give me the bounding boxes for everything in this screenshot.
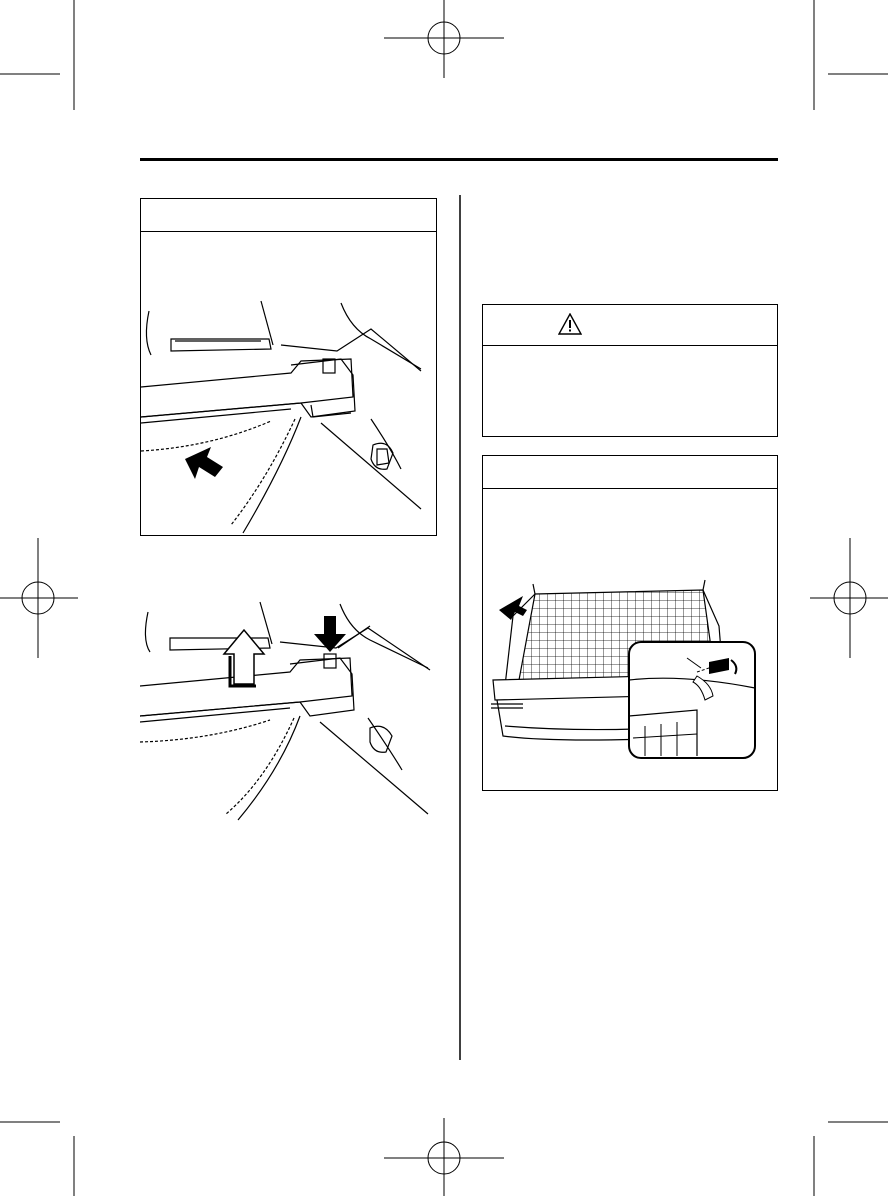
registration-target-bottom [384,1118,504,1196]
cargo-net-figure [483,576,777,790]
tonneau-cover-remove-figure [140,600,437,822]
tonneau-cover-install-figure [141,299,436,535]
net-panel-header [483,456,777,489]
left-panel-header [141,199,436,232]
registration-target-top [384,0,504,78]
left-info-panel [140,198,437,536]
warning-header [483,305,777,346]
hook-detail-inset [629,642,755,758]
warning-triangle-icon [558,313,582,335]
registration-target-right [810,538,888,658]
arrow-push-icon [185,447,223,479]
header-rule [140,158,778,161]
cargo-net-panel [482,455,778,791]
warning-box [482,304,778,437]
registration-target-left [0,538,78,658]
